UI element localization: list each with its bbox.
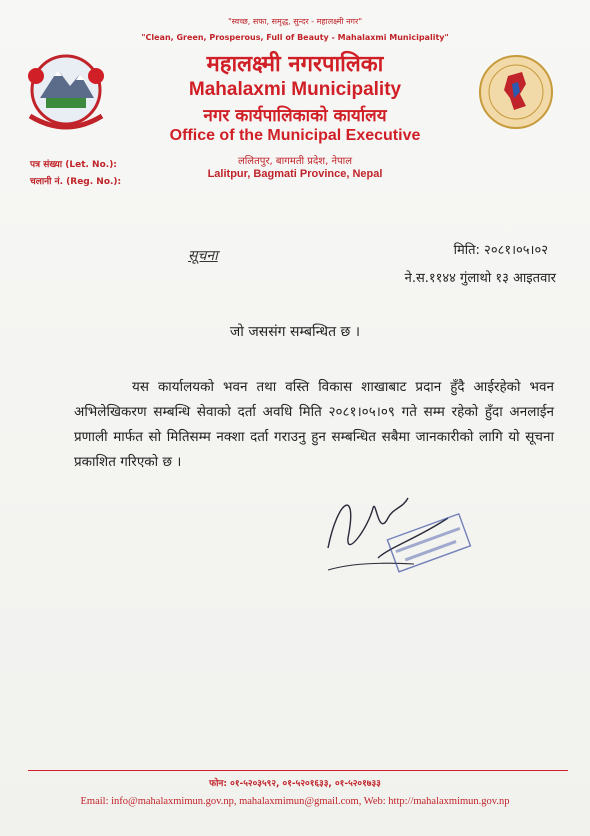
tagline-nepali: "स्वच्छ, सफा, समृद्ध, सुन्दर - महालक्ष्मी नगर" (227, 17, 363, 26)
office-name-english: Office of the Municipal Executive (169, 127, 421, 144)
footer-divider (28, 770, 568, 771)
tagline-english: "Clean, Green, Prosperous, Full of Beauty - Mahalaxmi Municipality" (141, 33, 449, 42)
municipality-name-nepali: महालक्ष्मी नगरपालिका (206, 52, 384, 77)
letter-number-label: पत्र संख्या (Let. No.): (30, 160, 117, 170)
nepal-sambat-date: ने.स.११४४ गुंलाथो १३ आइतवार (404, 271, 556, 286)
registration-number-label: चलानी नं. (Reg. No.): (30, 177, 122, 187)
footer-phone: फोन: ०१-५२०३५९२, ०१-५२०१६३३, ०१-५२०१७३३ (209, 779, 381, 789)
municipality-name-english: Mahalaxmi Municipality (188, 79, 402, 100)
salutation: जो जससंग सम्बन्धित छ । (229, 324, 361, 340)
official-stamp-icon (384, 506, 474, 586)
footer-contact: Email: info@mahalaxmimun.gov.np, mahalaxmimun@gmail.com, Web: http://mahalaxmimun.gov.np (80, 796, 510, 807)
address-nepali: ललितपुर, बागमती प्रदेश, नेपाल (237, 156, 353, 167)
address-english: Lalitpur, Bagmati Province, Nepal (207, 168, 383, 180)
notice-date: मिति: २०८१।०५।०२ (453, 243, 548, 258)
office-name-nepali: नगर कार्यपालिकाको कार्यालय (203, 106, 387, 126)
notice-heading: सूचना (188, 248, 218, 264)
notice-body: यस कार्यालयको भवन तथा वस्ति विकास शाखाबाट प्रदान हुँदै आईरहेको भवन अभिलेखिकरण सम्बन्धि सेवाको दर्ता अवधि मिति २०८१।०५।०९ गते सम्म रहेको हुँदा अनलाईन प्रणाली मार्फत सो मितिसम्म नक्शा दर्ता गराउनु हुन सम्बन्धित सबैमा जानकारीको लागि यो सूचना प्रकाशित गरिएको छ । (74, 379, 554, 470)
